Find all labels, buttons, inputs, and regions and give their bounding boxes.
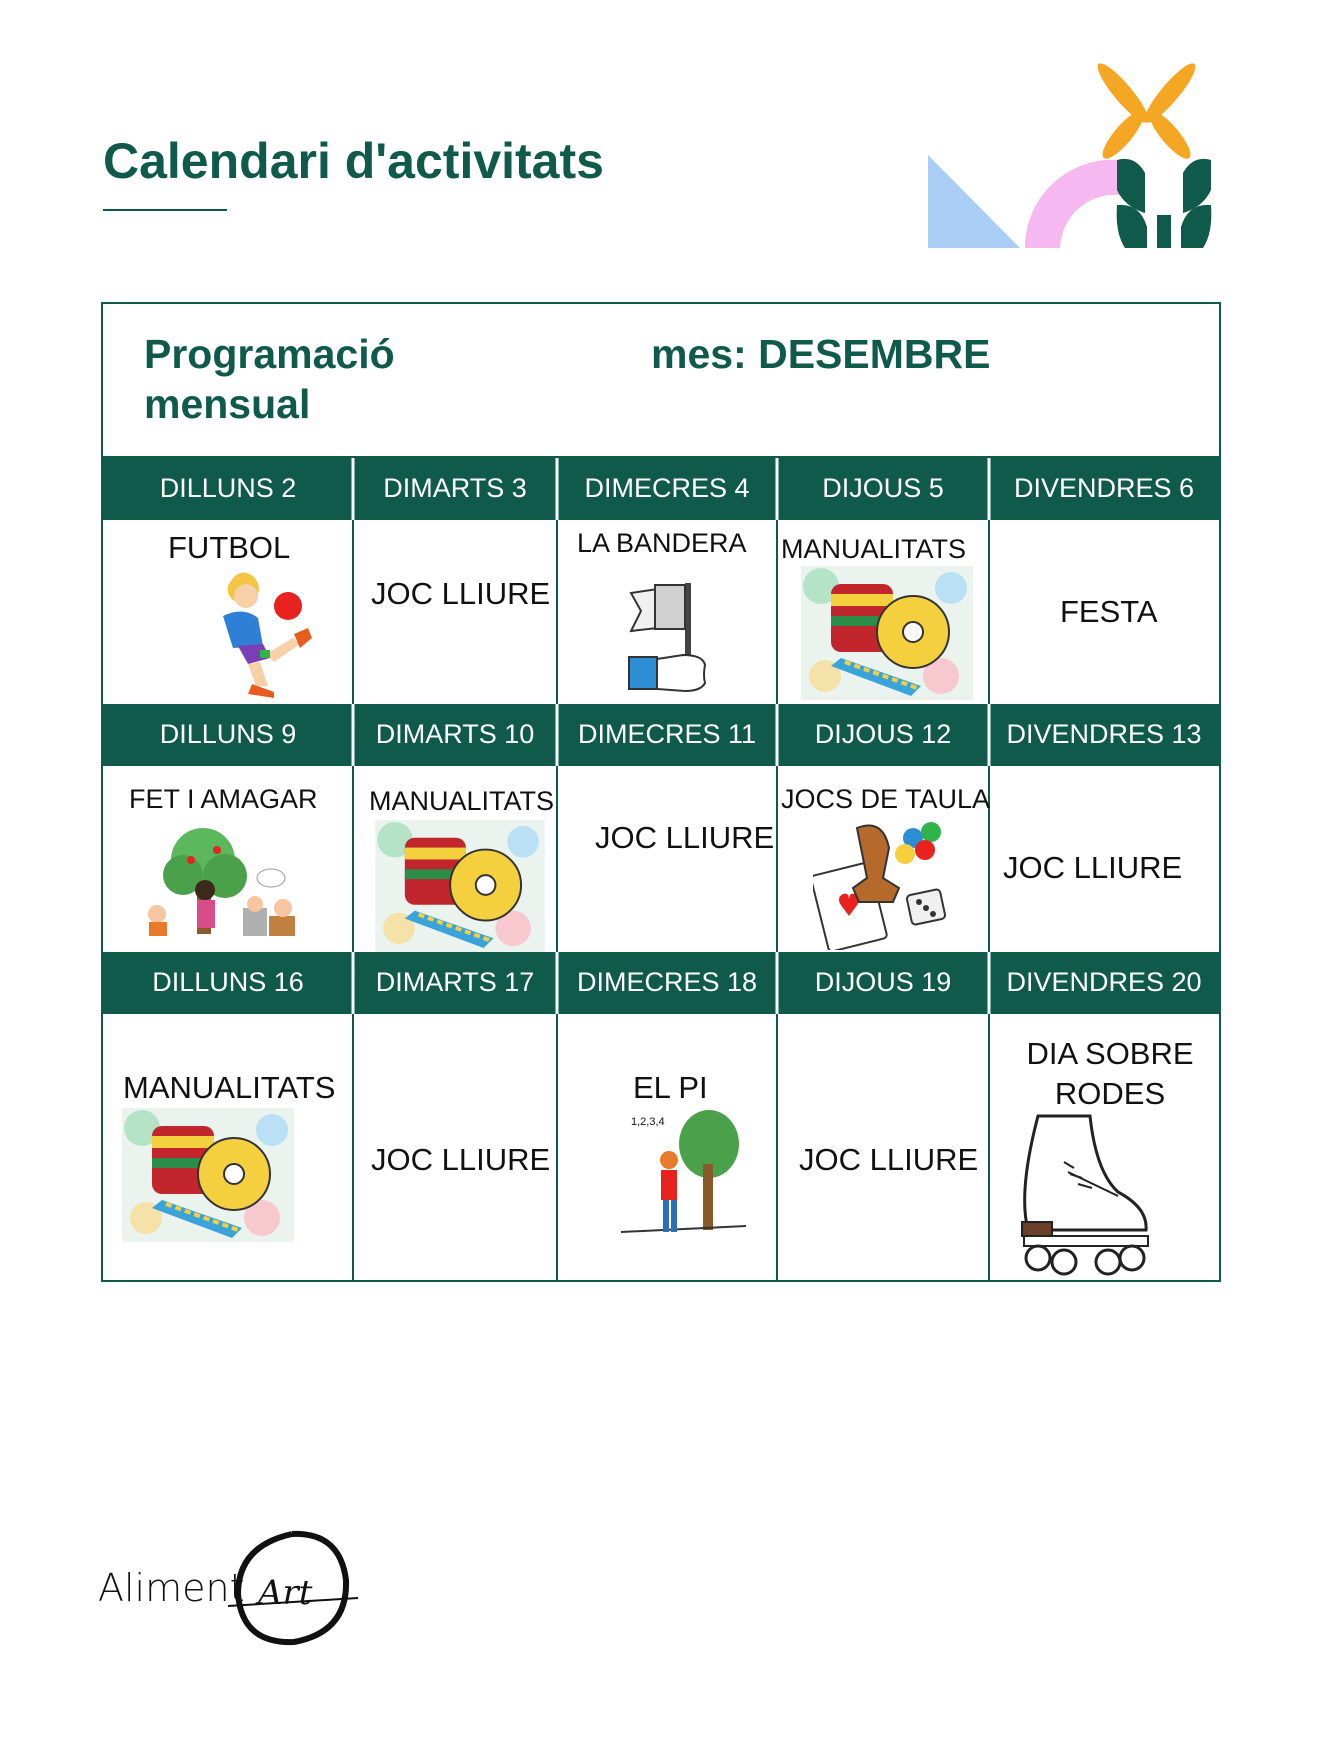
activity-label: JOC LLIURE [371,1142,551,1177]
activity-label: MANUALITATS [123,1070,336,1105]
page-title: Calendari d'activitats [103,133,604,189]
day-header: DIJOUS 12 [814,719,952,749]
ribbon-craft-icon [374,820,546,952]
board-games-icon [813,818,953,950]
day-header: DIMECRES 4 [584,473,750,503]
decorative-shapes-icon [925,55,1215,255]
day-header: DIVENDRES 6 [1013,473,1195,503]
activity-label: MANUALITATS [781,534,967,564]
football-kid-icon [208,566,318,698]
activity-label: FESTA [1060,594,1158,629]
activity-label: DIA SOBRE RODES [1026,1036,1194,1111]
day-header: DIMARTS 17 [375,967,535,997]
logo-script-text: Art [258,1573,313,1613]
program-label: Programació mensual [144,331,395,427]
day-header: DILLUNS 9 [159,719,297,749]
activity-label: EL PI [633,1070,708,1105]
flag-hand-icon [623,579,713,694]
logo-text: Aliment [98,1566,245,1610]
day-header: DIJOUS 19 [814,967,952,997]
activity-label: JOC LLIURE [595,820,775,855]
day-header: DIVENDRES 13 [1006,719,1202,749]
day-header: DIJOUS 5 [822,473,944,503]
activity-label: JOCS DE TAULA [781,784,991,814]
day-header: DILLUNS 16 [152,967,304,997]
activity-label: MANUALITATS [369,786,555,816]
ribbon-craft-icon [801,566,973,700]
activity-label: JOC LLIURE [1003,850,1183,885]
activity-label: JOC LLIURE [799,1142,979,1177]
calendar-table [101,302,1221,1282]
day-header: DIMECRES 18 [576,967,758,997]
pic-caption: 1,2,3,4 [631,1116,665,1128]
activity-label: FUTBOL [168,530,291,565]
ribbon-craft-icon [122,1108,294,1242]
activity-label: LA BANDERA [577,528,747,558]
day-header: DIVENDRES 20 [1006,967,1202,997]
day-header: DIMARTS 3 [383,473,527,503]
hide-and-seek-icon [143,820,313,950]
day-header: DILLUNS 2 [159,473,297,503]
activity-label: FET I AMAGAR [129,784,318,814]
day-header: DIMECRES 11 [577,719,757,749]
day-header: DIMARTS 10 [375,719,535,749]
title-underline [103,209,227,211]
month-label: mes: DESEMBRE [651,331,991,377]
activity-label: JOC LLIURE [371,576,551,611]
roller-skate-icon [1008,1112,1158,1278]
brand-logo [98,1528,358,1648]
tree-counting-icon [621,1108,751,1248]
